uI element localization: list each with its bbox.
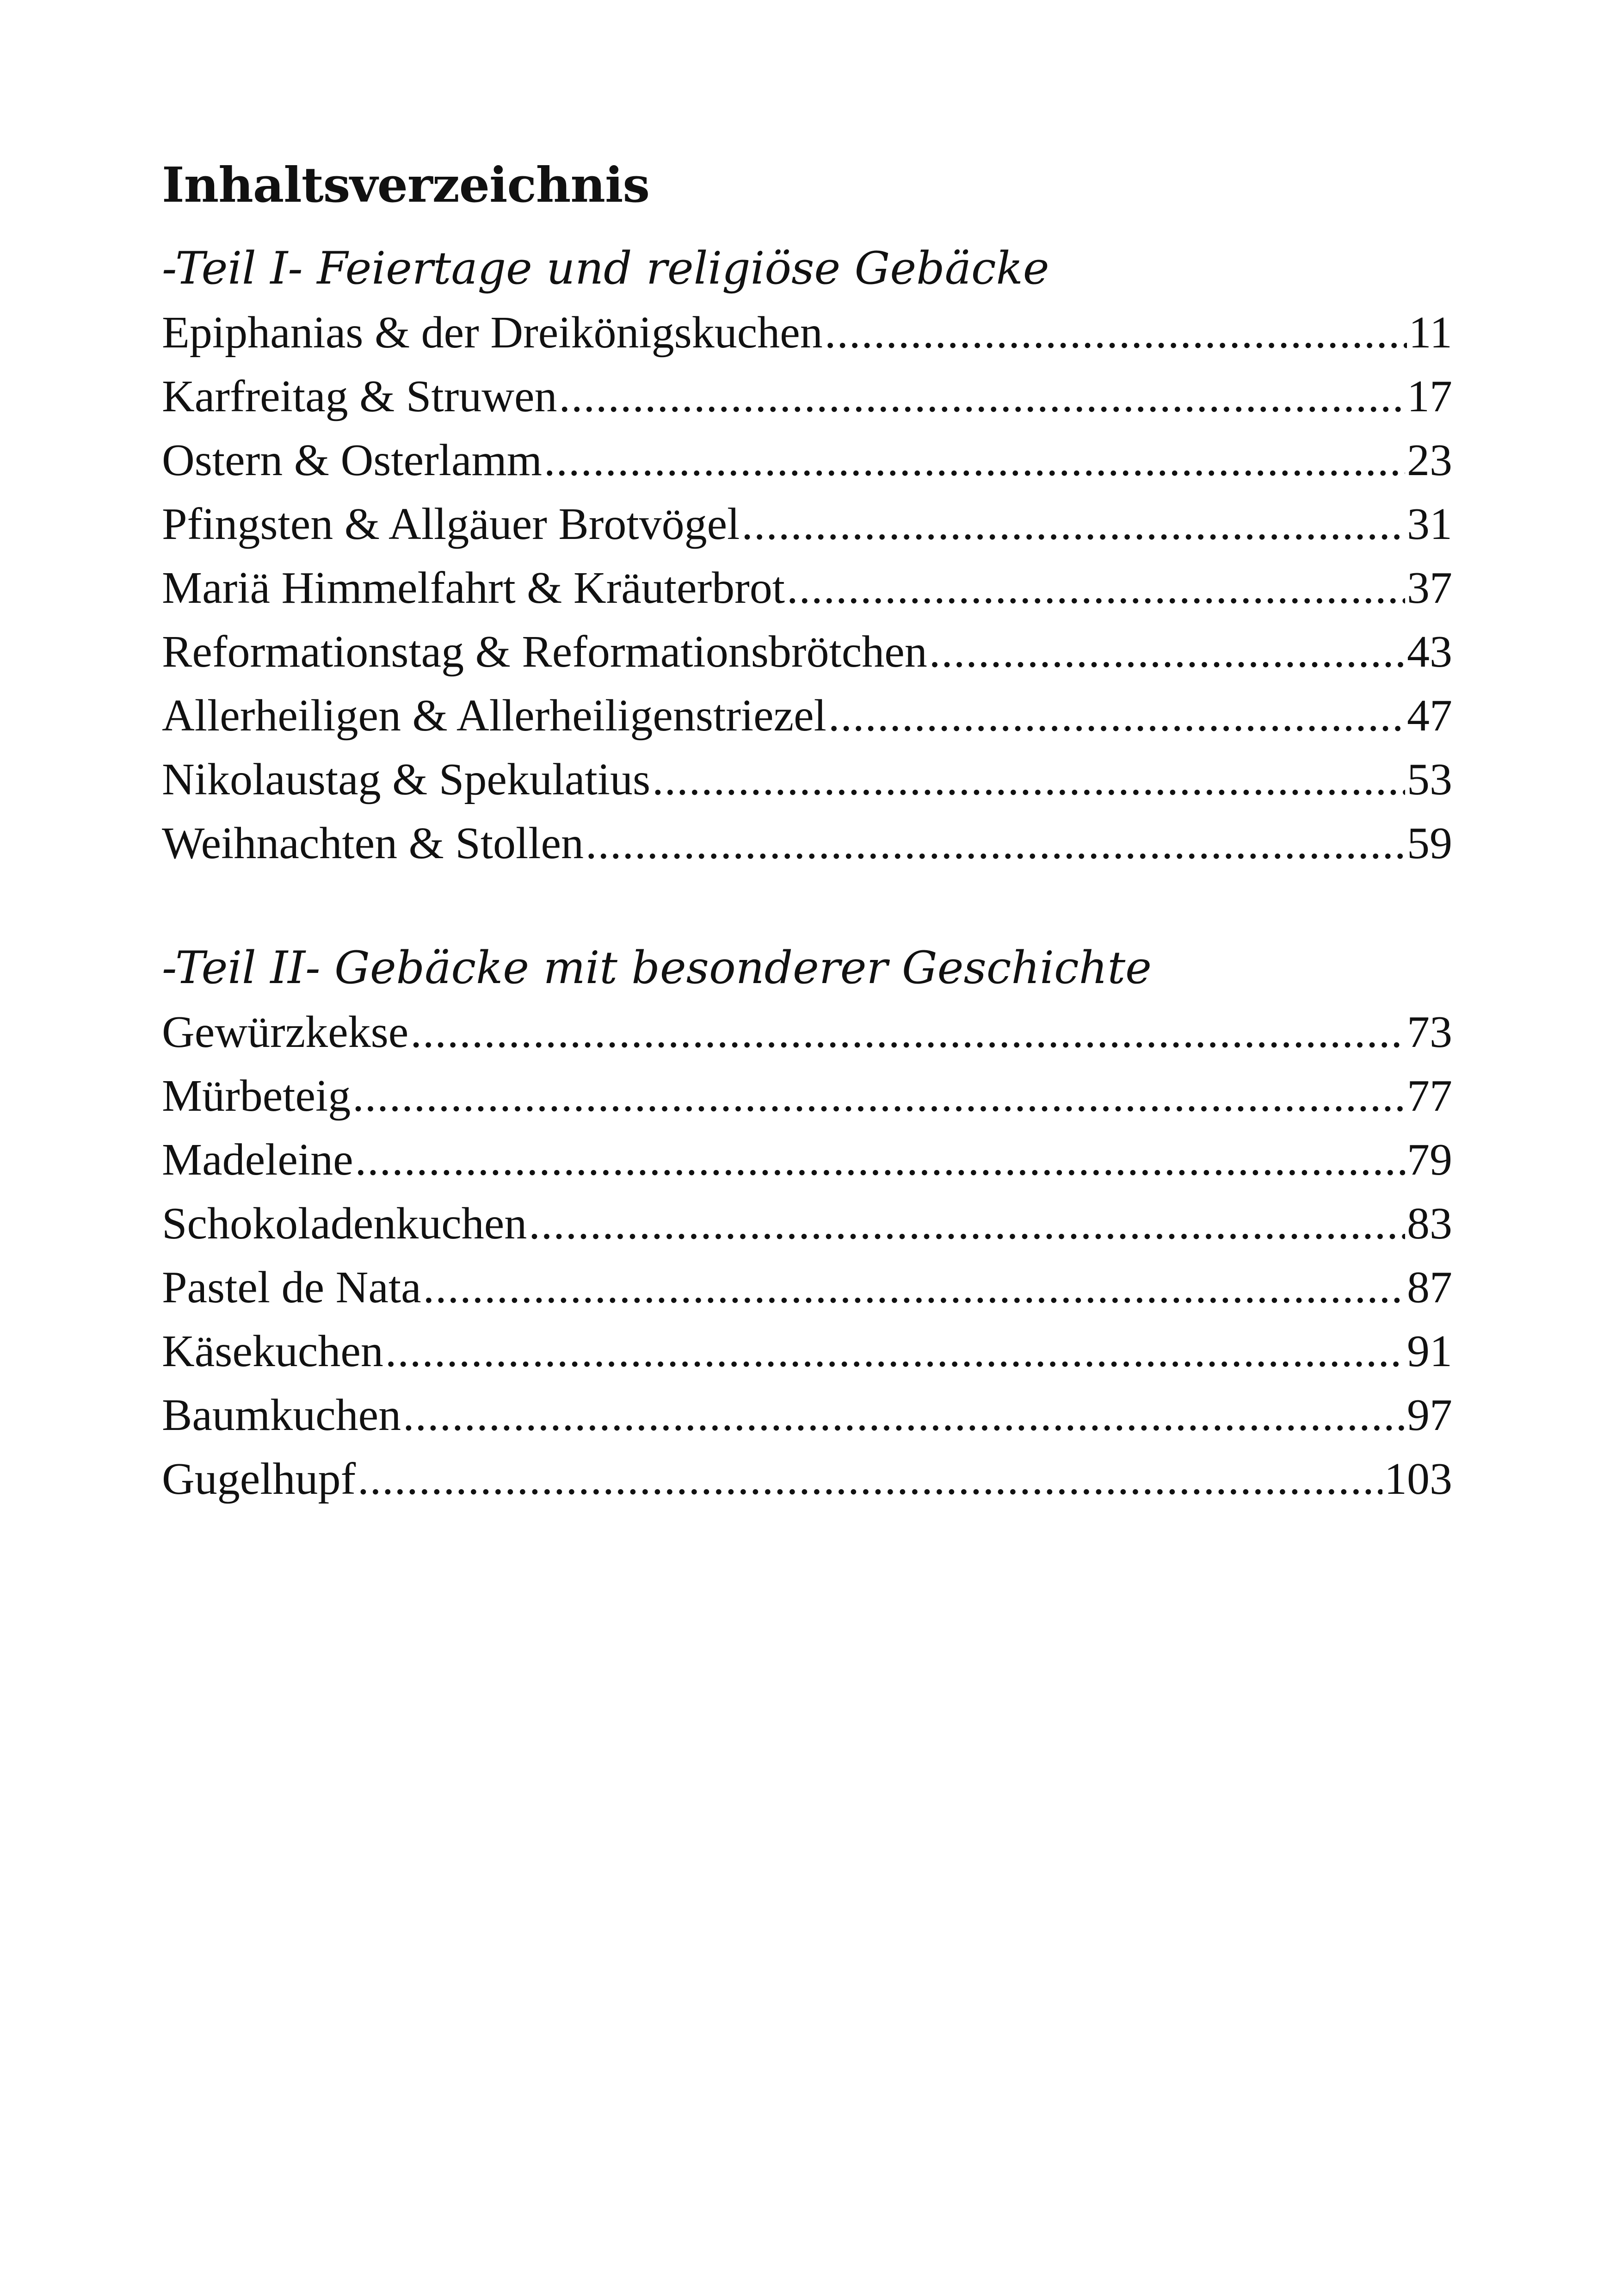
entry-page-number: 31 bbox=[1407, 499, 1452, 549]
toc-entry bbox=[162, 556, 1452, 620]
entry-page-number: 11 bbox=[1408, 308, 1452, 358]
entry-page-number: 59 bbox=[1407, 818, 1452, 868]
dot-leader bbox=[559, 365, 1406, 428]
dot-leader bbox=[358, 1447, 1382, 1511]
entry-page-number: 77 bbox=[1407, 1071, 1452, 1121]
toc-section bbox=[162, 935, 1452, 1511]
toc-entry bbox=[162, 1383, 1452, 1447]
dot-leader bbox=[652, 748, 1405, 811]
page-title: Inhaltsverzeichnis bbox=[162, 156, 650, 213]
toc-entry bbox=[162, 748, 1452, 811]
dot-leader bbox=[410, 1000, 1405, 1064]
dot-leader bbox=[529, 1192, 1405, 1256]
toc-entry bbox=[162, 684, 1452, 748]
section-heading: -Teil II- Gebäcke mit besonderer Geschichte bbox=[162, 942, 1152, 994]
dot-leader bbox=[825, 301, 1407, 365]
toc-entry bbox=[162, 301, 1452, 365]
entry-title: Allerheiligen & Allerheiligenstriezel bbox=[162, 691, 827, 741]
dot-leader bbox=[403, 1383, 1405, 1447]
entry-title: Käsekuchen bbox=[162, 1326, 383, 1376]
entry-page-number: 23 bbox=[1407, 435, 1452, 485]
toc-entry bbox=[162, 1447, 1452, 1511]
entry-title: Ostern & Osterlamm bbox=[162, 435, 542, 485]
entry-title: Gugelhupf bbox=[162, 1454, 356, 1504]
dot-leader bbox=[544, 428, 1405, 492]
entry-page-number: 47 bbox=[1407, 691, 1452, 741]
entry-title: Madeleine bbox=[162, 1135, 353, 1185]
dot-leader bbox=[423, 1256, 1405, 1319]
dot-leader bbox=[929, 620, 1405, 684]
entry-page-number: 97 bbox=[1407, 1390, 1452, 1440]
entry-page-number: 83 bbox=[1407, 1199, 1452, 1249]
dot-leader bbox=[741, 492, 1405, 556]
toc-entry bbox=[162, 1319, 1452, 1383]
toc-section bbox=[162, 236, 1452, 875]
entry-page-number: 37 bbox=[1407, 563, 1452, 613]
entry-title: Reformationstag & Reformationsbrötchen bbox=[162, 627, 927, 677]
dot-leader bbox=[385, 1319, 1405, 1383]
section-heading: -Teil I- Feiertage und religiöse Gebäcke bbox=[162, 242, 1049, 294]
dot-leader bbox=[586, 811, 1405, 875]
entry-list bbox=[162, 1000, 1452, 1511]
entry-title: Pfingsten & Allgäuer Brotvögel bbox=[162, 499, 740, 549]
toc-entry bbox=[162, 1256, 1452, 1319]
entry-title: Nikolaustag & Spekulatius bbox=[162, 755, 651, 805]
entry-page-number: 91 bbox=[1407, 1326, 1452, 1376]
entry-title: Pastel de Nata bbox=[162, 1262, 421, 1312]
dot-leader bbox=[355, 1128, 1405, 1192]
entry-title: Weihnachten & Stollen bbox=[162, 818, 584, 868]
entry-title: Karfreitag & Struwen bbox=[162, 371, 557, 421]
toc-entry bbox=[162, 811, 1452, 875]
entry-page-number: 73 bbox=[1407, 1007, 1452, 1057]
entry-title: Epiphanias & der Dreikönigskuchen bbox=[162, 308, 823, 358]
toc-entry bbox=[162, 1192, 1452, 1256]
toc-entry bbox=[162, 365, 1452, 428]
entry-list bbox=[162, 301, 1452, 875]
toc-sections bbox=[162, 236, 1452, 1511]
dot-leader bbox=[787, 556, 1405, 620]
entry-page-number: 43 bbox=[1407, 627, 1452, 677]
entry-title: Gewürzkekse bbox=[162, 1007, 409, 1057]
entry-page-number: 87 bbox=[1407, 1262, 1452, 1312]
toc-entry bbox=[162, 1000, 1452, 1064]
entry-title: Mariä Himmelfahrt & Kräuterbrot bbox=[162, 563, 785, 613]
entry-title: Baumkuchen bbox=[162, 1390, 401, 1440]
entry-page-number: 103 bbox=[1384, 1454, 1452, 1504]
entry-page-number: 17 bbox=[1407, 371, 1452, 421]
entry-page-number: 53 bbox=[1407, 755, 1452, 805]
toc-entry bbox=[162, 620, 1452, 684]
toc-entry bbox=[162, 1064, 1452, 1128]
entry-page-number: 79 bbox=[1407, 1135, 1452, 1185]
toc-entry bbox=[162, 492, 1452, 556]
toc-entry bbox=[162, 428, 1452, 492]
dot-leader bbox=[352, 1064, 1405, 1128]
entry-title: Mürbeteig bbox=[162, 1071, 351, 1121]
toc-entry bbox=[162, 1128, 1452, 1192]
table-of-contents bbox=[162, 153, 1452, 1511]
dot-leader bbox=[828, 684, 1405, 748]
entry-title: Schokoladenkuchen bbox=[162, 1199, 527, 1249]
